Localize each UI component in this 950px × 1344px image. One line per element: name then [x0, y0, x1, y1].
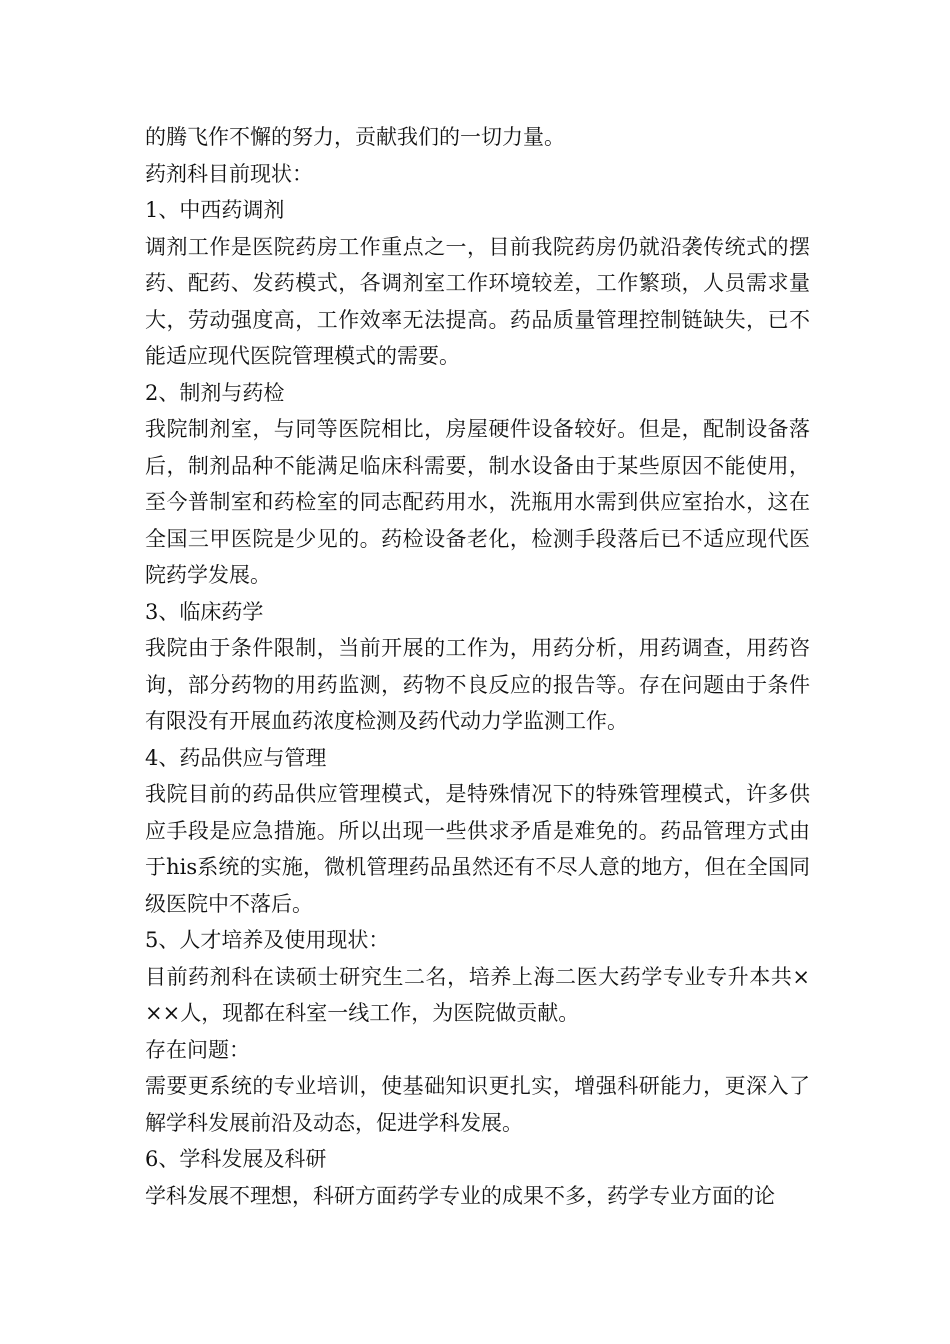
paragraph: 学科发展不理想，科研方面药学专业的成果不多，药学专业方面的论 [145, 1183, 775, 1208]
section-heading: 药剂科目前现状： [145, 161, 313, 186]
subsection-heading: 2、制剂与药检 [145, 380, 285, 405]
paragraph: 需要更系统的专业培训，使基础知识更扎实，增强科研能力，更深入了解学科发展前沿及动态，促进学科发展。 [145, 1074, 810, 1135]
subsection-heading: 1、中西药调剂 [145, 198, 285, 222]
subsection-heading: 6、学科发展及科研 [145, 1147, 327, 1171]
subsection-heading: 5、人才培养及使用现状： [145, 928, 390, 952]
paragraph: 我院制剂室，与同等医院相比，房屋硬件设备较好。但是，配制设备落后，制剂品种不能满足临床科需要，制水设备由于某些原因不能使用，至今普制室和药检室的同志配药用水，洗瓶用水需到供应室抬水，这在全国三甲医院是少见的。药检设备老化，检测手段落后已不适应现代医院药学发展。 [145, 417, 810, 587]
subsection-heading: 存在问题： [145, 1037, 250, 1062]
paragraph-continuation: 的腾飞作不懈的努力，贡献我们的一切力量。 [145, 125, 565, 149]
body-text [145, 119, 810, 1214]
paragraph: 我院由于条件限制，当前开展的工作为，用药分析，用药调查，用药咨询，部分药物的用药监测，药物不良反应的报告等。存在问题由于条件有限没有开展血药浓度检测及药代动力学监测工作。 [145, 636, 810, 733]
paragraph: 我院目前的药品供应管理模式，是特殊情况下的特殊管理模式，许多供应手段是应急措施。所以出现一些供求矛盾是难免的。药品管理方式由于his系统的实施，微机管理药品虽然还有不尽人意的地方，但在全国同级医院中不落后。 [145, 782, 810, 916]
paragraph: 目前药剂科在读硕士研究生二名，培养上海二医大药学专业专升本共×××人，现都在科室一线工作，为医院做贡献。 [145, 964, 810, 1025]
paragraph: 调剂工作是医院药房工作重点之一，目前我院药房仍就沿袭传统式的摆药、配药、发药模式，各调剂室工作环境较差，工作繁琐，人员需求量大，劳动强度高，工作效率无法提高。药品质量管理控制链缺失，已不能适应现代医院管理模式的需要。 [145, 234, 810, 368]
subsection-heading: 3、临床药学 [145, 599, 264, 624]
subsection-heading: 4、药品供应与管理 [145, 745, 327, 770]
